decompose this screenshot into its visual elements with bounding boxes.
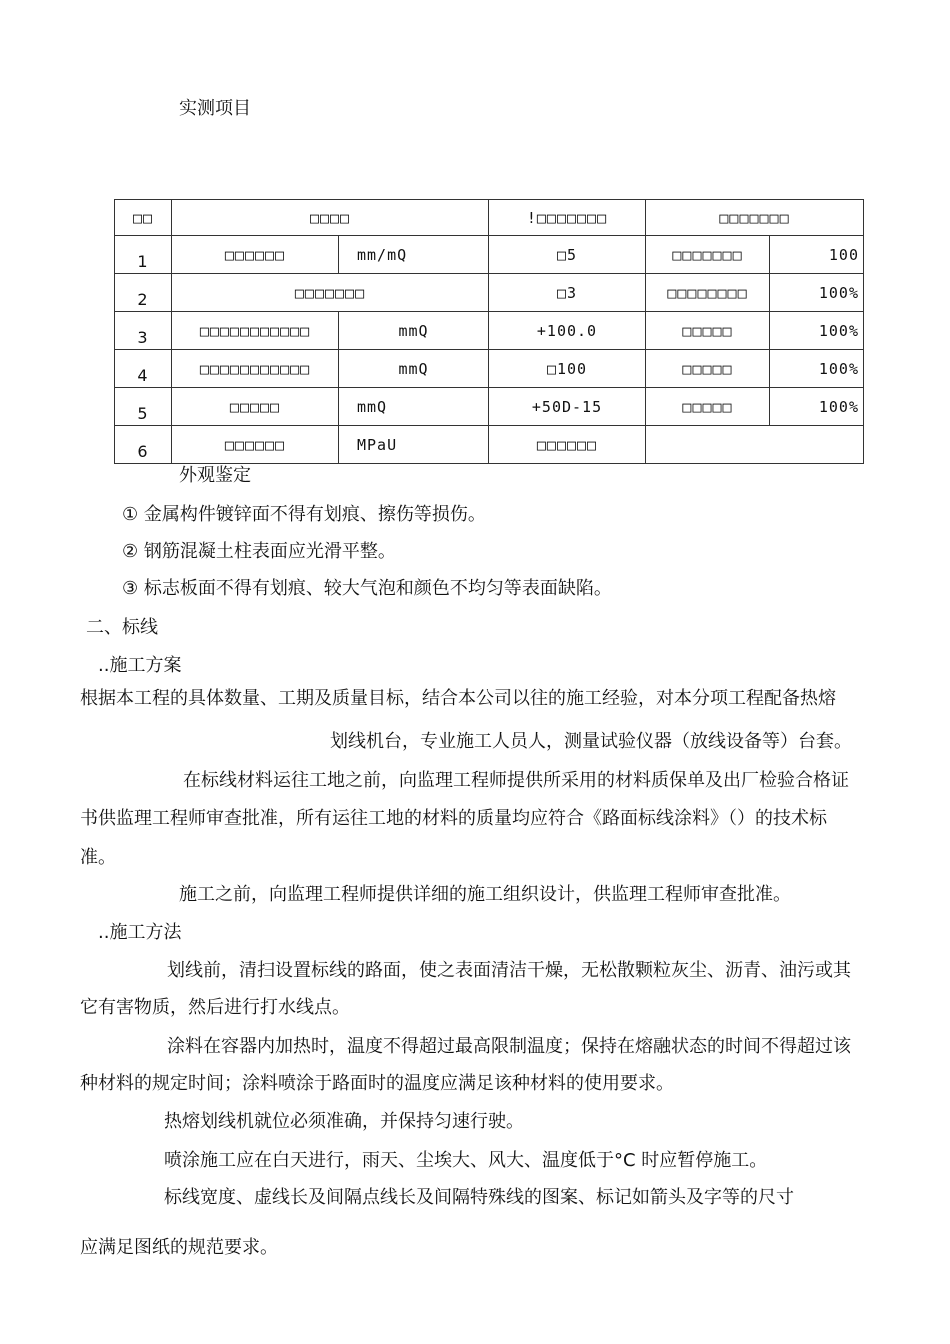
row-no: 6 — [115, 426, 172, 464]
table-row — [115, 312, 864, 350]
row-value: □100 — [489, 350, 646, 388]
table-row — [115, 350, 864, 388]
row-no: 4 — [115, 350, 172, 388]
row-unit: mmQ — [339, 350, 489, 388]
row-pct: 100% — [770, 312, 864, 350]
method-paragraph-line: 它有害物质，然后进行打水线点。 — [80, 997, 350, 1018]
row-method: □□□□□□□□ — [646, 274, 770, 312]
table-row — [115, 388, 864, 426]
row-method: □□□□□ — [646, 350, 770, 388]
plan-paragraph-line: 书供监理工程师审查批准，所有运往工地的材料的质量均应符合《路面标线涂料》（）的技术标 — [80, 808, 827, 829]
row-unit: mmQ — [339, 388, 489, 426]
row-unit: MPaU — [339, 426, 489, 464]
table-row — [115, 236, 864, 274]
plan-title: ..施工方案 — [98, 655, 182, 676]
row-pct: 100% — [770, 274, 864, 312]
table-header-row — [115, 200, 864, 236]
appearance-item: ① 金属构件镀锌面不得有划痕、擦伤等损伤。 — [122, 504, 486, 525]
row-method: □□□□□ — [646, 312, 770, 350]
row-no: 1 — [115, 236, 172, 274]
appearance-item: ② 钢筋混凝土柱表面应光滑平整。 — [122, 541, 396, 562]
row-value: +50D-15 — [489, 388, 646, 426]
table-row — [115, 426, 864, 464]
plan-paragraph-line: 根据本工程的具体数量、工期及质量目标，结合本公司以往的施工经验，对本分项工程配备热熔 — [80, 688, 836, 709]
header-no: □□ — [115, 200, 172, 236]
table-row — [115, 274, 864, 312]
header-item: □□□□ — [172, 200, 489, 236]
row-item: □□□□□□□ — [172, 274, 489, 312]
header-value: !□□□□□□□ — [489, 200, 646, 236]
measurement-table — [114, 199, 864, 464]
row-pct: 100% — [770, 388, 864, 426]
row-item: □□□□□□□□□□□ — [172, 312, 339, 350]
method-paragraph-line: 划线前，清扫设置标线的路面，使之表面清洁干燥，无松散颗粒灰尘、沥青、油污或其 — [167, 960, 851, 981]
row-no: 3 — [115, 312, 172, 350]
row-value: +100.0 — [489, 312, 646, 350]
row-method — [646, 426, 864, 464]
plan-paragraph-line: 在标线材料运往工地之前，向监理工程师提供所采用的材料质保单及出厂检验合格证 — [183, 770, 849, 791]
row-unit: mmQ — [339, 312, 489, 350]
method-paragraph-line: 应满足图纸的规范要求。 — [80, 1237, 278, 1258]
row-item: □□□□□□□□□□□ — [172, 350, 339, 388]
row-unit: mm/mQ — [339, 236, 489, 274]
method-paragraph-line: 种材料的规定时间；涂料喷涂于路面时的温度应满足该种材料的使用要求。 — [80, 1073, 674, 1094]
section2-title: 二、标线 — [86, 617, 158, 638]
row-no: 5 — [115, 388, 172, 426]
appearance-title: 外观鉴定 — [179, 465, 251, 486]
row-pct: 100% — [770, 350, 864, 388]
row-value: □5 — [489, 236, 646, 274]
plan-paragraph-line: 划线机台，专业施工人员人，测量试验仪器（放线设备等）台套。 — [330, 731, 852, 752]
header-method: □□□□□□□ — [646, 200, 864, 236]
row-pct: 100 — [770, 236, 864, 274]
row-method: □□□□□ — [646, 388, 770, 426]
row-method: □□□□□□□ — [646, 236, 770, 274]
appearance-item: ③ 标志板面不得有划痕、较大气泡和颜色不均匀等表面缺陷。 — [122, 578, 612, 599]
section-title: 实测项目 — [179, 98, 251, 119]
row-item: □□□□□□ — [172, 236, 339, 274]
row-item: □□□□□□ — [172, 426, 339, 464]
method-title: ..施工方法 — [98, 922, 182, 943]
row-value: □□□□□□ — [489, 426, 646, 464]
row-item: □□□□□ — [172, 388, 339, 426]
row-no: 2 — [115, 274, 172, 312]
row-value: □3 — [489, 274, 646, 312]
plan-paragraph-line: 准。 — [80, 847, 116, 868]
method-paragraph-line: 涂料在容器内加热时，温度不得超过最高限制温度；保持在熔融状态的时间不得超过该 — [167, 1036, 851, 1057]
method-paragraph-line: 喷涂施工应在白天进行，雨天、尘埃大、风大、温度低于°C 时应暂停施工。 — [164, 1150, 768, 1171]
method-paragraph-line: 标线宽度、虚线长及间隔点线长及间隔特殊线的图案、标记如箭头及字等的尺寸 — [164, 1187, 794, 1208]
plan-paragraph-line: 施工之前，向监理工程师提供详细的施工组织设计，供监理工程师审查批准。 — [179, 884, 791, 905]
method-paragraph-line: 热熔划线机就位必须准确，并保持匀速行驶。 — [164, 1111, 524, 1132]
